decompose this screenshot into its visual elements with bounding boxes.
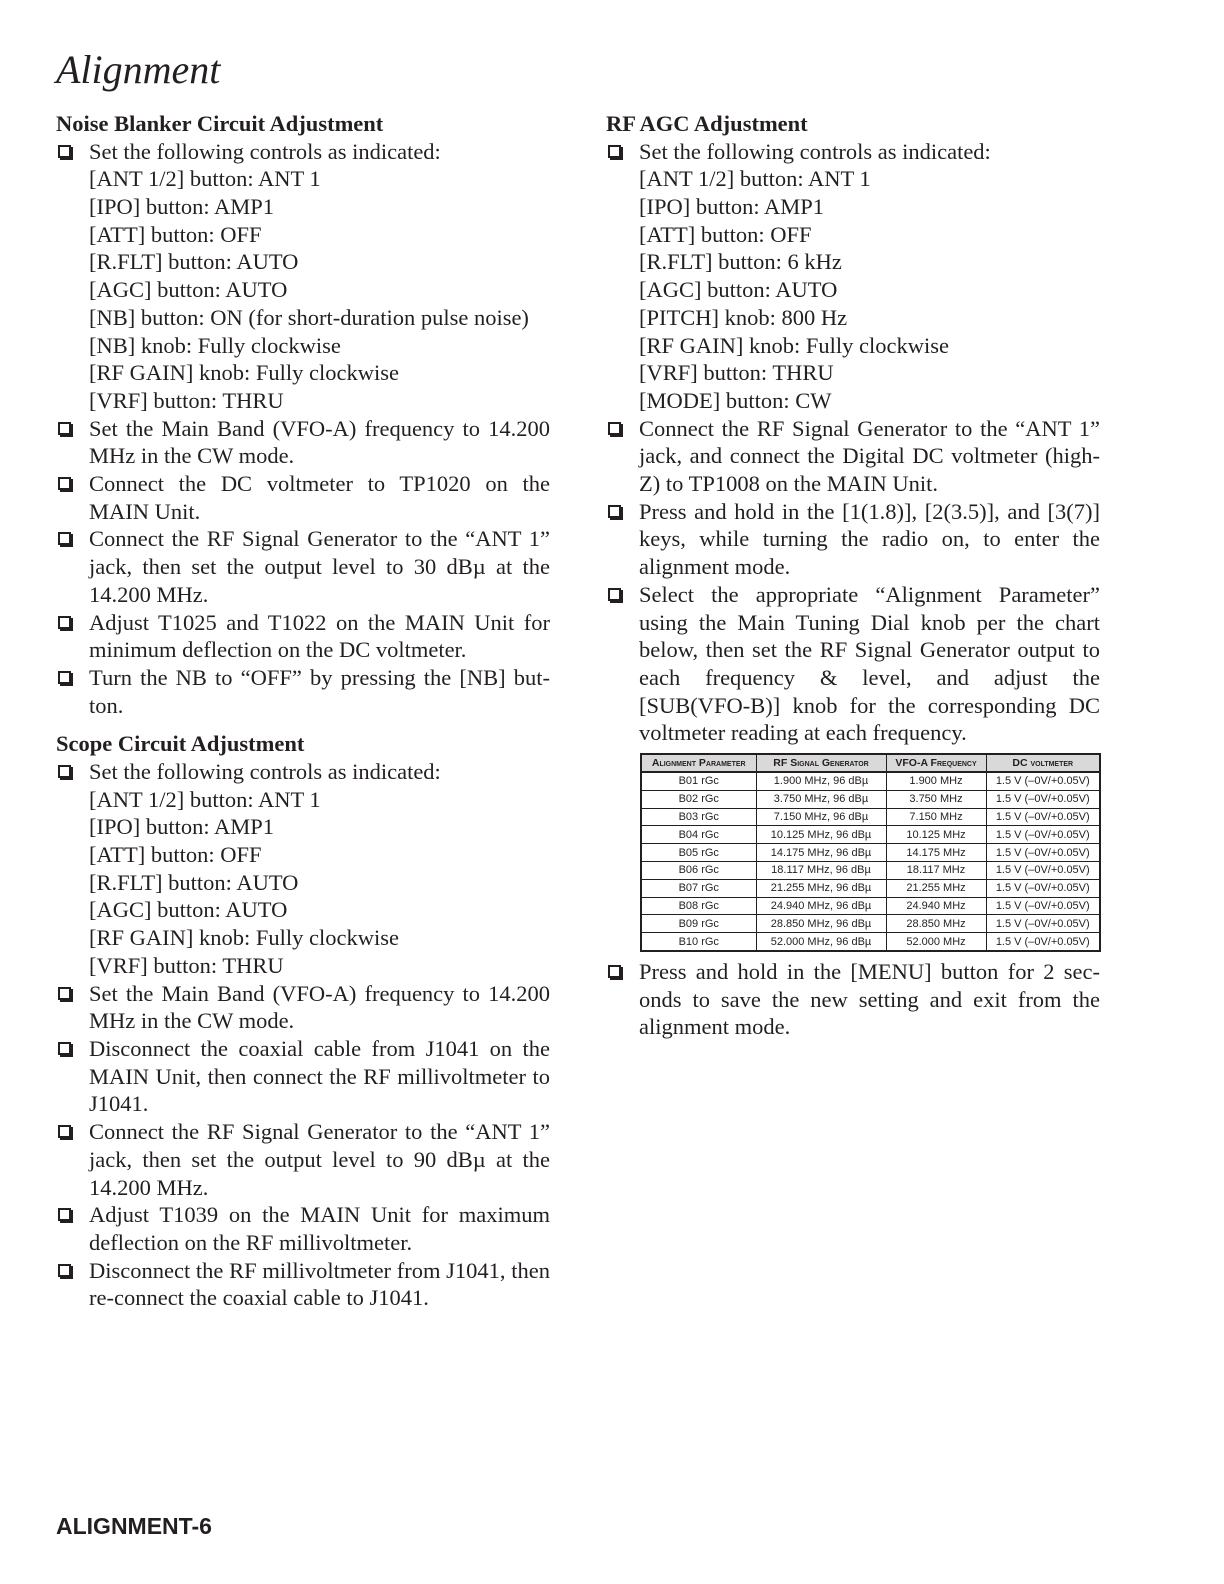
table-cell: 1.900 MHz [886,772,986,790]
table-cell: 10.125 MHz [886,826,986,844]
control-settings [639,165,1100,414]
checklist-step [56,470,550,525]
table-cell: 52.000 MHz, 96 dBµ [756,933,886,951]
step-text: Press and hold in the [1(1.8)], [2(3.5)], and [3(7)] keys, while turning the radio on, to enter the alignment mode. [639,498,1100,580]
table-header-cell: RF Signal Generator [756,754,886,772]
checkbox-icon [58,1042,71,1055]
control-setting: [ATT] button: OFF [639,221,812,247]
checklist-step [56,415,550,470]
table-row [641,826,1100,844]
checklist-step [606,415,1100,498]
table-cell: B04 rGc [641,826,756,844]
table-header-cell: DC voltmeter [986,754,1100,772]
checklist-step [56,609,550,664]
page-title: Alignment [56,47,221,92]
table-cell: 1.5 V (–0V/+0.05V) [986,808,1100,826]
table-cell: 21.255 MHz [886,879,986,897]
checklist-step [56,525,550,608]
control-setting: [ATT] button: OFF [89,221,262,247]
checklist-step [56,1257,550,1312]
table-header-row [641,754,1100,772]
table-cell: 7.150 MHz, 96 dBµ [756,808,886,826]
control-setting: [AGC] button: AUTO [639,277,838,303]
table-cell: 1.5 V (–0V/+0.05V) [986,862,1100,880]
checklist-step [606,958,1100,1041]
table-cell: 10.125 MHz, 96 dBµ [756,826,886,844]
control-setting: [AGC] button: AUTO [89,897,288,923]
checklist-step [56,1035,550,1118]
table-row [641,790,1100,808]
control-setting: [ANT 1/2] button: ANT 1 [639,166,871,192]
step-text: Connect the DC voltmeter to TP1020 on the MAIN Unit. [89,471,550,524]
control-setting: [ATT] button: OFF [89,842,262,868]
scope-steps [56,758,550,1312]
step-text: Set the Main Band (VFO-A) frequency to 14.200 MHz in the CW mode. [89,980,550,1034]
left-column [56,110,550,1312]
control-setting: [VRF] button: THRU [89,387,284,413]
step-text: Connect the RF Signal Generator to the “ANT 1” jack, then set the output level to 90 dBµ at the 14.200 MHz. [89,1119,550,1200]
checkbox-icon [58,477,71,490]
control-setting: [RF GAIN] knob: Fully clockwise [89,925,399,951]
step-text: Set the following controls as indicated: [639,138,991,164]
checkbox-icon [608,588,621,601]
step-text: Connect the RF Signal Generator to the “ANT 1” jack, and connect the Digital DC voltmeter (high-Z) to TP1008 on the MAIN Unit. [639,415,1100,497]
table-cell: 18.117 MHz [886,862,986,880]
table-cell: B10 rGc [641,933,756,951]
step-text: Select the appropriate “Alignment Parameter” using the Main Tuning Dial knob per the chart below, then set the RF Signal Generator output to each frequency & level, and adjust the [SUB(VFO-B)] knob for the corresponding DC voltmeter reading at each frequency. [639,581,1100,746]
table-cell: 18.117 MHz, 96 dBµ [756,862,886,880]
table-cell: 1.5 V (–0V/+0.05V) [986,897,1100,915]
table-header-cell: VFO-A Frequency [886,754,986,772]
table-row [641,915,1100,933]
checkbox-icon [58,532,71,545]
step-text: Set the following controls as indicated: [89,758,441,784]
checklist-step [606,498,1100,581]
checkbox-icon [608,422,621,435]
checkbox-icon [58,422,71,435]
checkbox-icon [58,1125,71,1138]
step-text: Connect the RF Signal Generator to the “ANT 1” jack, then set the output level to 30 dBµ at the 14.200 MHz. [89,526,550,607]
control-setting: [IPO] button: AMP1 [89,194,275,219]
noise-blanker-steps [56,138,550,720]
control-setting: [VRF] button: THRU [639,360,834,386]
control-setting: [ANT 1/2] button: ANT 1 [89,166,321,192]
step-text: Set the Main Band (VFO-A) frequency to 14.200 MHz in the CW mode. [89,415,550,469]
table-cell: B09 rGc [641,915,756,933]
alignment-table [640,753,1101,952]
table-cell: B02 rGc [641,790,756,808]
step-text: Disconnect the RF millivoltmeter from J1041, then re-connect the coaxial cable to J1041. [89,1257,550,1311]
table-row [641,897,1100,915]
table-cell: 1.5 V (–0V/+0.05V) [986,933,1100,951]
rf-agc-title: RF AGC Adjustment [606,111,808,136]
checklist-step [56,1201,550,1256]
table-cell: 3.750 MHz, 96 dBµ [756,790,886,808]
control-setting: [ANT 1/2] button: ANT 1 [89,786,321,812]
table-cell: 1.5 V (–0V/+0.05V) [986,915,1100,933]
table-row [641,844,1100,862]
control-setting: [RF GAIN] knob: Fully clockwise [89,360,399,386]
step-text: Disconnect the coaxial cable from J1041 on the MAIN Unit, then connect the RF millivoltmeter to J1041. [89,1035,550,1117]
checkbox-icon [58,616,71,629]
table-cell: 1.5 V (–0V/+0.05V) [986,826,1100,844]
step-text: Press and hold in the [MENU] button for 2 seconds to save the new setting and exit from the alignment mode. [639,959,1100,1040]
alignment-table-wrapper [640,753,1100,952]
checkbox-icon [608,505,621,518]
control-setting: [NB] button: ON (for short-duration pulse noise) [89,304,529,330]
control-setting: [AGC] button: AUTO [89,277,288,303]
checkbox-icon [58,1264,71,1277]
checkbox-icon [58,987,71,1000]
control-setting: [IPO] button: AMP1 [89,814,275,840]
table-row [641,808,1100,826]
table-cell: 28.850 MHz, 96 dBµ [756,915,886,933]
control-settings [89,165,550,414]
table-row [641,862,1100,880]
checkbox-icon [608,965,621,978]
checklist-step [56,1118,550,1201]
checkbox-icon [58,1208,71,1221]
checklist-step [56,980,550,1035]
table-cell: 52.000 MHz [886,933,986,951]
control-setting: [MODE] button: CW [639,387,832,413]
table-cell: B03 rGc [641,808,756,826]
rf-agc-final-steps [606,958,1100,1041]
table-cell: 14.175 MHz, 96 dBµ [756,844,886,862]
checklist-step [606,138,1100,415]
table-cell: 1.5 V (–0V/+0.05V) [986,790,1100,808]
page-footer: ALIGNMENT-6 [56,1513,212,1539]
table-cell: 1.5 V (–0V/+0.05V) [986,844,1100,862]
checkbox-icon [58,765,71,778]
checklist-step [56,664,550,719]
table-cell: B07 rGc [641,879,756,897]
table-cell: 24.940 MHz [886,897,986,915]
table-cell: 1.5 V (–0V/+0.05V) [986,772,1100,790]
control-setting: [R.FLT] button: AUTO [89,249,299,275]
scope-title: Scope Circuit Adjustment [56,731,305,757]
table-row [641,772,1100,790]
step-text: Adjust T1039 on the MAIN Unit for maximum deflection on the RF millivoltmeter. [89,1202,550,1255]
table-cell: 1.5 V (–0V/+0.05V) [986,879,1100,897]
table-cell: 1.900 MHz, 96 dBµ [756,772,886,790]
control-setting: [RF GAIN] knob: Fully clockwise [639,332,949,358]
control-setting: [NB] knob: Fully clockwise [89,332,341,358]
rf-agc-steps [606,138,1100,747]
step-text: Set the following controls as indicated: [89,138,441,164]
table-cell: 21.255 MHz, 96 dBµ [756,879,886,897]
table-cell: 28.850 MHz [886,915,986,933]
table-cell: B01 rGc [641,772,756,790]
table-cell: 3.750 MHz [886,790,986,808]
right-column [606,110,1100,1041]
table-header-cell: Alignment Parameter [641,754,756,772]
table-cell: 14.175 MHz [886,844,986,862]
control-setting: [PITCH] knob: 800 Hz [639,304,848,330]
control-setting: [R.FLT] button: AUTO [89,869,299,895]
table-cell: 7.150 MHz [886,808,986,826]
table-cell: B08 rGc [641,897,756,915]
table-cell: 24.940 MHz, 96 dBµ [756,897,886,915]
checklist-step [56,758,550,980]
table-row [641,933,1100,951]
control-setting: [IPO] button: AMP1 [639,194,825,219]
step-text: Adjust T1025 and T1022 on the MAIN Unit for minimum deflection on the DC voltmeter. [89,609,550,663]
control-setting: [R.FLT] button: 6 kHz [639,249,842,275]
checkbox-icon [608,145,621,158]
checkbox-icon [58,145,71,158]
checkbox-icon [58,671,71,684]
noise-blanker-title: Noise Blanker Circuit Adjustment [56,111,384,136]
table-cell: B06 rGc [641,862,756,880]
table-cell: B05 rGc [641,844,756,862]
table-row [641,879,1100,897]
control-settings [89,786,550,980]
control-setting: [VRF] button: THRU [89,952,284,978]
checklist-step [606,581,1100,747]
checklist-step [56,138,550,415]
step-text: Turn the NB to “OFF” by pressing the [NB] button. [89,664,550,718]
